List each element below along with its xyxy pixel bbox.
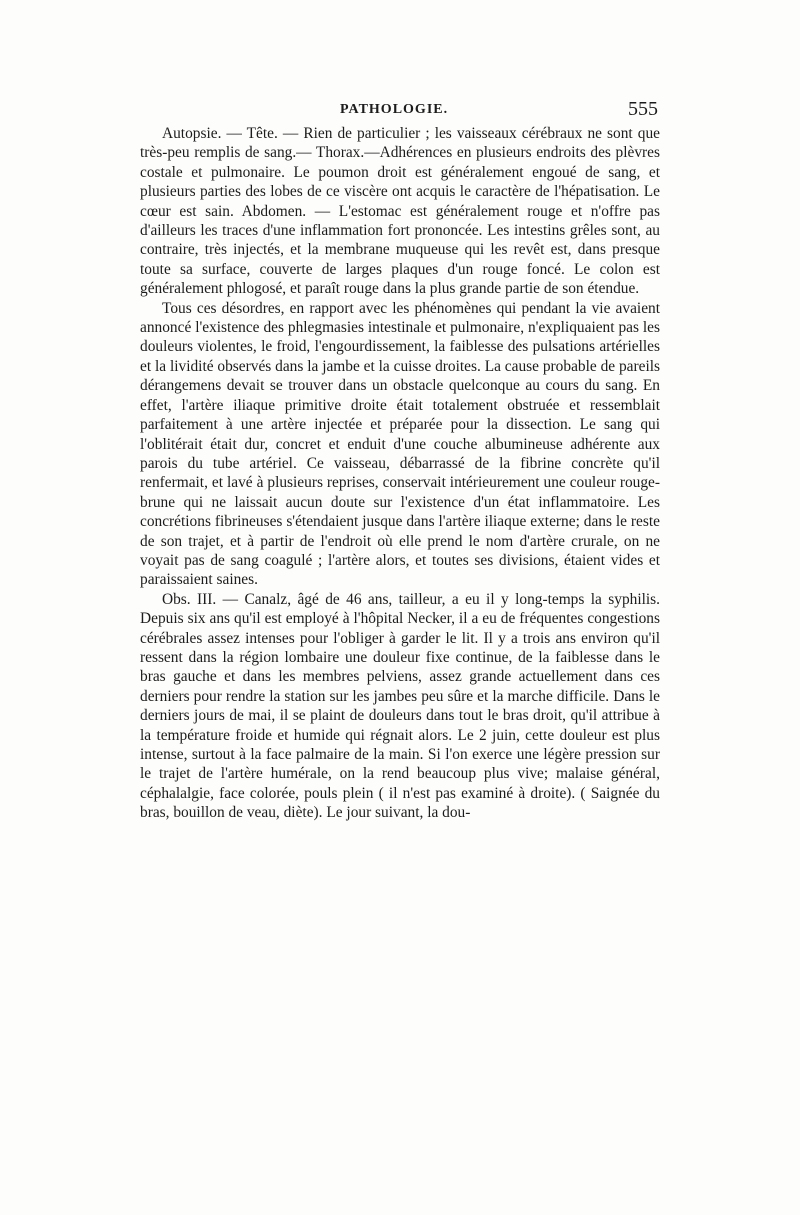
- paragraph-observation-iii: [140, 590, 660, 823]
- page-header: [140, 100, 660, 126]
- paragraph-desordres: [140, 299, 660, 590]
- paragraph-text: Tous ces désordres, en rapport avec les phénomènes qui pendant la vie avaient annoncé l'existence des phlegmasies intestinale et pulmonaire, n'expliquaient pas les douleurs violentes, le froid, l'engourdissement, la faiblesse des pulsations artérielles et la lividité observés dans la jambe et la cuisse droites. La cause probable de pareils dérangemens devait se trouver dans un obstacle quelconque au cours du sang. En effet, l'artère iliaque primitive droite était totalement obstruée et ressemblait parfaitement à une artère injectée et préparée pour la dissection. Le sang qui l'oblitérait était dur, concret et enduit d'une couche albumineuse adhérente aux parois du tube artériel. Ce vaisseau, débarrassé de la fibrine concrète qu'il renfermait, et lavé à plusieurs reprises, conservait intérieurement une couleur rouge-brune qui ne laissait aucun doute sur l'existence d'un état inflammatoire. Les concrétions fibrineuses s'étendaient jusque dans l'artère iliaque externe; dans le reste de son trajet, et à partir de l'endroit où elle prend le nom d'artère crurale, on ne voyait pas de sang coagulé ; l'artère alors, et toutes ses divisions, étaient vides et paraissaient saines.: [140, 299, 660, 589]
- page-number: 555: [628, 98, 658, 120]
- paragraph-autopsie: [140, 124, 660, 299]
- paragraph-text: Obs. III. — Canalz, âgé de 46 ans, tailleur, a eu il y long-temps la syphilis. Depuis six ans qu'il est employé à l'hôpital Necker, il a eu de fréquentes congestions cérébrales assez intenses pour l'obliger à garder le lit. Il y a trois ans environ qu'il ressent dans la région lombaire une douleur fixe continue, de la faiblesse dans le bras gauche et dans les membres pelviens, assez grande actuellement dans ces derniers pour rendre la station sur les jambes peu sûre et la marche difficile. Dans le derniers jours de mai, il se plaint de douleurs dans tout le bras droit, qu'il attribue à la température froide et humide qui régnait alors. Le 2 juin, cette douleur est plus intense, surtout à la face palmaire de la main. Si l'on exerce une légère pression sur le trajet de l'artère humérale, on la rend beaucoup plus vive; malaise général, céphalalgie, face colorée, pouls plein ( il n'est pas examiné à droite). ( Saignée du bras, bouillon de veau, diète). Le jour suivant, la dou-: [140, 590, 660, 822]
- body-text: [140, 124, 660, 823]
- paragraph-text: Autopsie. — Tête. — Rien de particulier ; les vaisseaux cérébraux ne sont que très-peu remplis de sang.— Thorax.—Adhérences en plusieurs endroits des plèvres costale et pulmonaire. Le poumon droit est généralement engoué de sang, et plusieurs parties des lobes de ce viscère ont acquis le caractère de l'hépatisation. Le cœur est sain. Abdomen. — L'estomac est généralement rouge et n'offre pas d'ailleurs les traces d'une inflammation fort prononcée. Les intestins grêles sont, au contraire, très injectés, et la membrane muqueuse qui les revêt est, dans presque toute sa surface, couverte de larges plaques d'un rouge foncé. Le colon est généralement phlogosé, et paraît rouge dans la plus grande partie de son étendue.: [140, 125, 660, 298]
- running-head: PATHOLOGIE.: [340, 102, 449, 117]
